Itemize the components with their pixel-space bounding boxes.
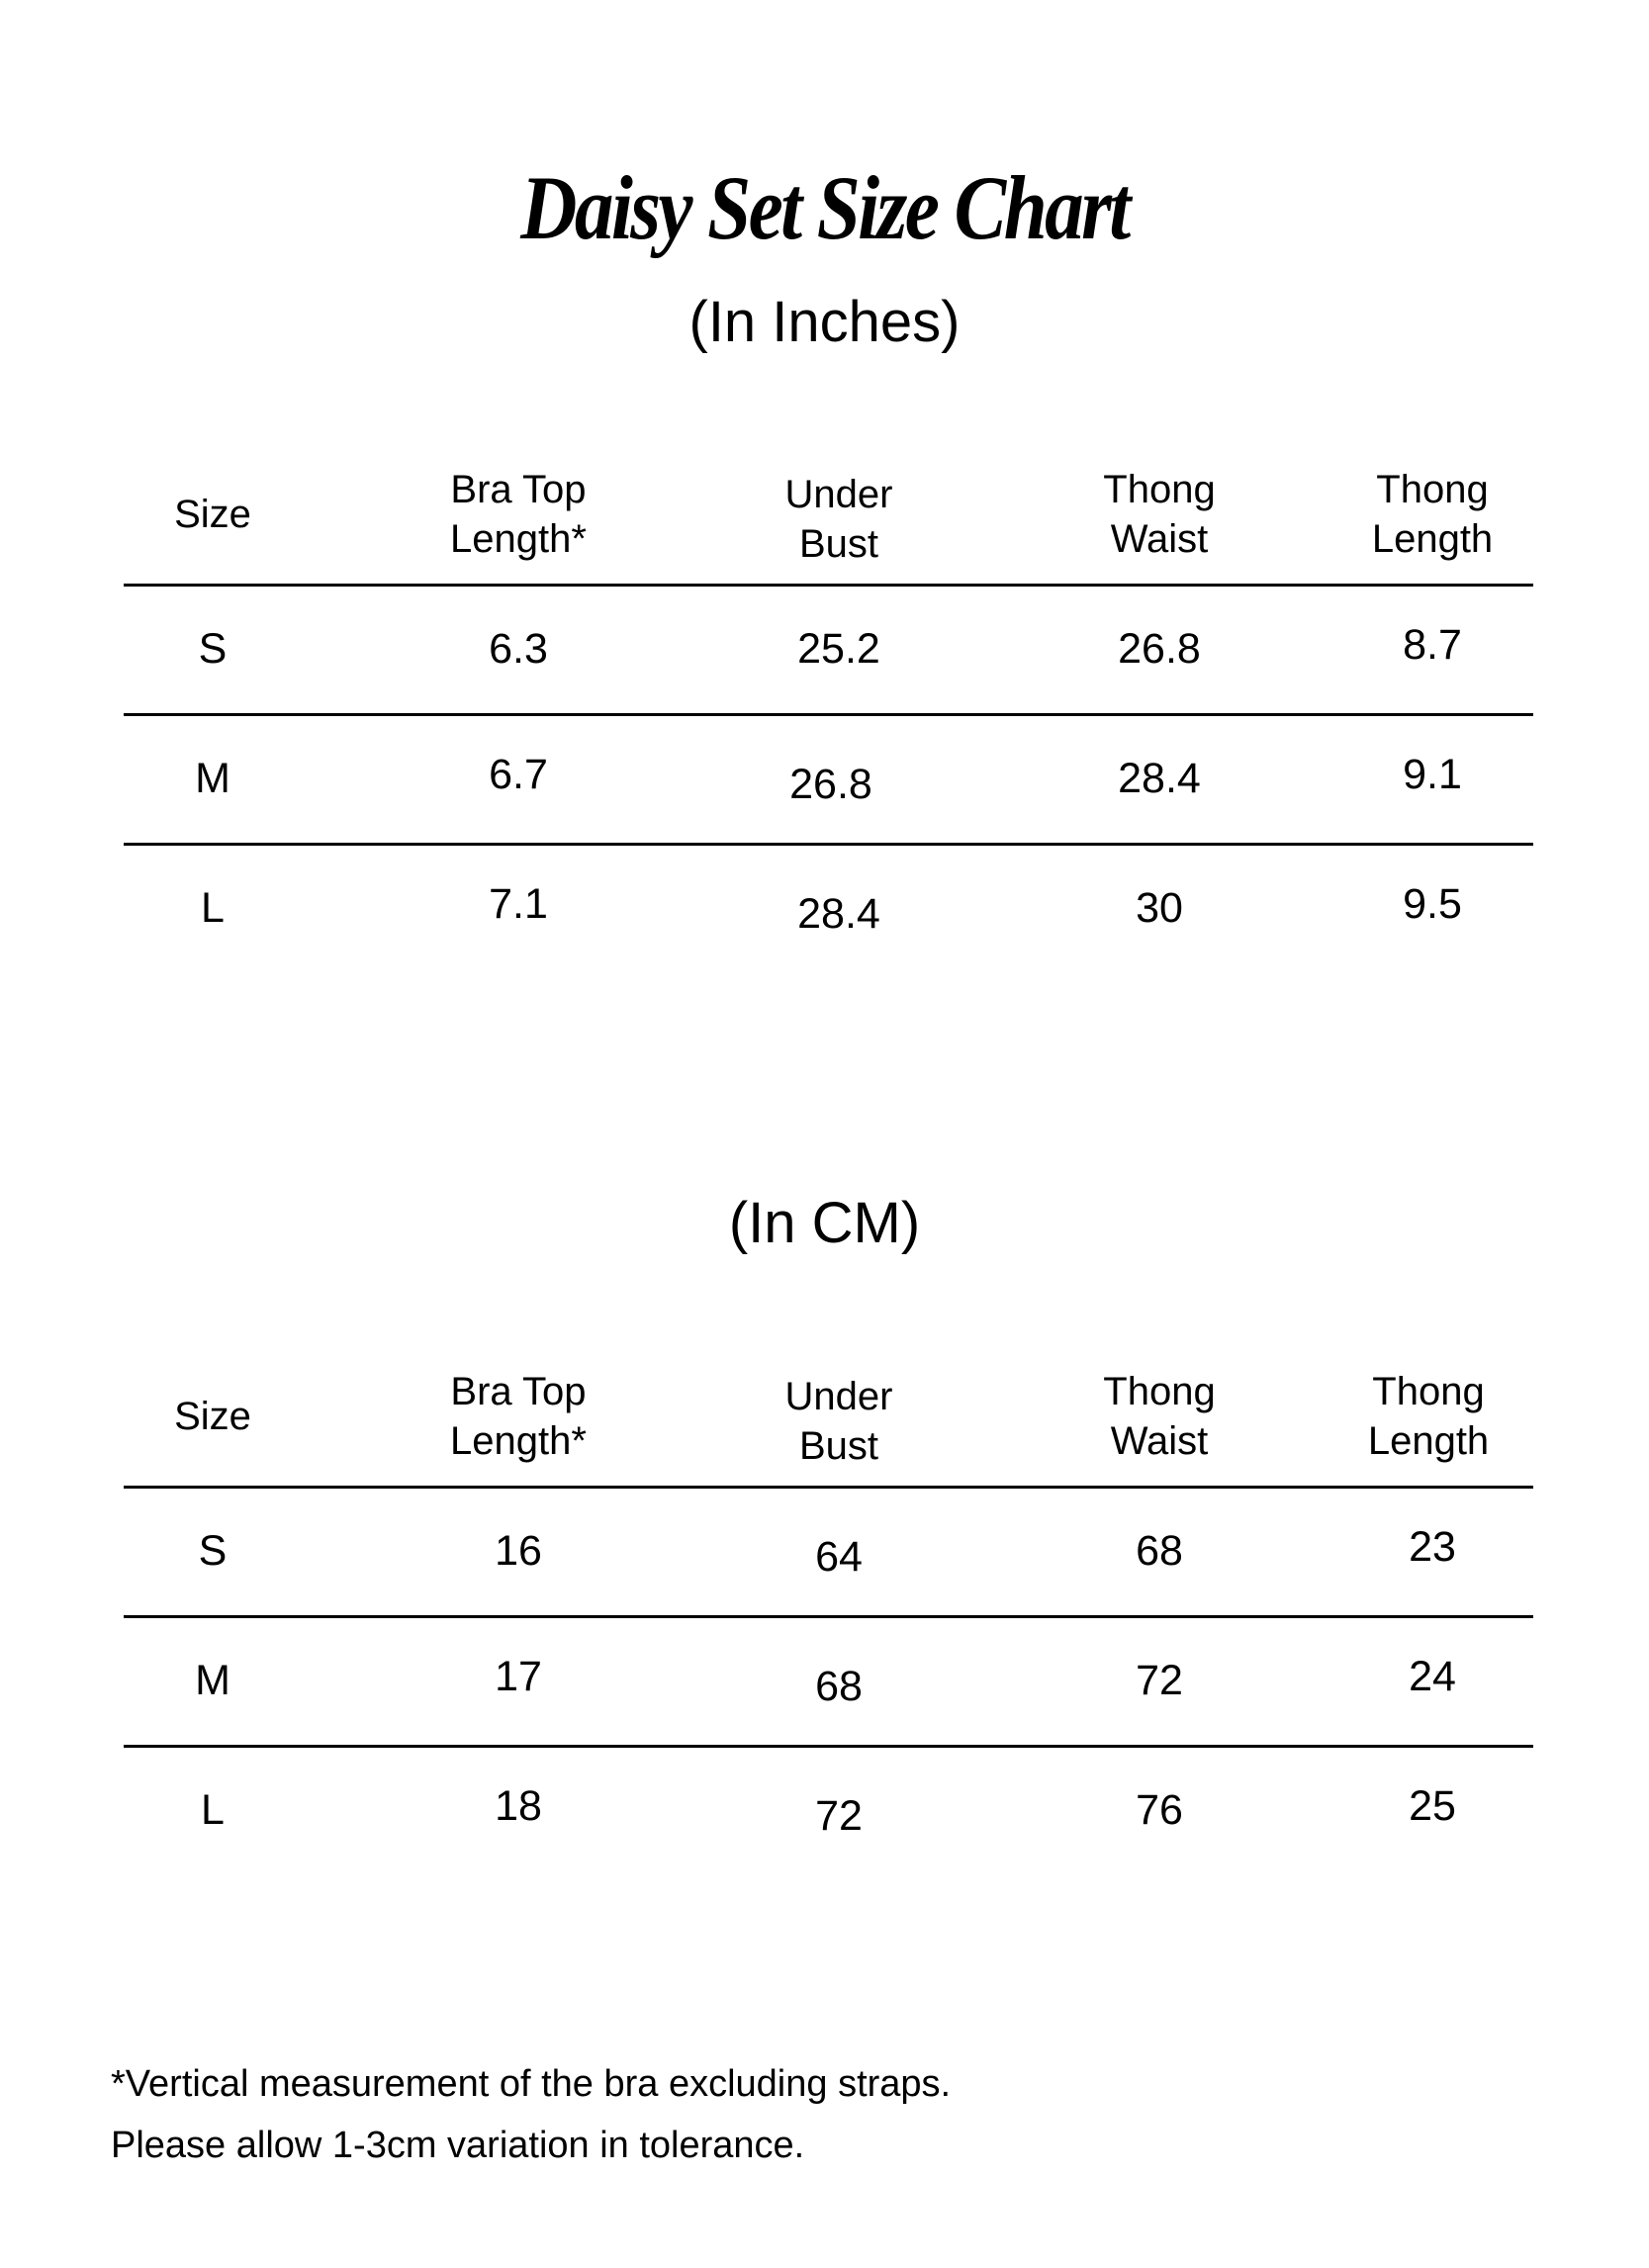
cell-thong-length: 9.1 — [1403, 751, 1462, 798]
header-label: Bust — [798, 1424, 879, 1468]
cell-thong-waist: 68 — [1136, 1527, 1183, 1575]
header-thong-waist — [1041, 1367, 1278, 1466]
header-label: Length — [1371, 517, 1494, 561]
header-label: Bust — [798, 522, 879, 566]
table-row-s — [124, 1489, 1533, 1618]
cell-under-bust: 28.4 — [797, 890, 880, 938]
header-label: Bra Top — [450, 468, 587, 511]
cell-under-bust: 68 — [815, 1663, 863, 1710]
header-thong-waist — [1041, 465, 1278, 564]
inches-section-heading: (In Inches) — [688, 290, 961, 354]
header-bra-top-length — [400, 1367, 637, 1466]
page-title: Daisy Set Size Chart — [520, 156, 1129, 258]
table-row-l — [124, 1748, 1533, 1874]
header-thong-length — [1314, 465, 1551, 564]
footnote-tolerance: Please allow 1-3cm variation in tolerance. — [111, 2125, 805, 2166]
header-under-bust — [720, 470, 958, 569]
cell-under-bust: 25.2 — [797, 625, 880, 673]
cell-bra-top-length: 17 — [495, 1653, 542, 1700]
table-header-row — [124, 1367, 1533, 1489]
header-label: Size — [174, 493, 251, 536]
cell-thong-length: 9.5 — [1403, 880, 1462, 928]
header-label: Waist — [1110, 517, 1209, 561]
cell-bra-top-length: 7.1 — [489, 880, 548, 928]
cell-thong-length: 23 — [1409, 1523, 1456, 1571]
cell-thong-waist: 26.8 — [1118, 625, 1201, 673]
cell-size: M — [195, 755, 230, 802]
cell-thong-waist: 76 — [1136, 1786, 1183, 1834]
cell-thong-length: 25 — [1409, 1782, 1456, 1830]
header-under-bust — [720, 1372, 958, 1471]
cell-thong-waist: 72 — [1136, 1657, 1183, 1704]
cell-bra-top-length: 6.7 — [489, 751, 548, 798]
cell-bra-top-length: 16 — [495, 1527, 542, 1575]
cell-size: S — [198, 625, 228, 673]
header-label: Under — [784, 1375, 893, 1418]
cell-thong-waist: 28.4 — [1118, 755, 1201, 802]
header-bra-top-length — [400, 465, 637, 564]
cell-thong-length: 8.7 — [1403, 621, 1462, 669]
cell-size: S — [198, 1527, 228, 1575]
header-size — [94, 1392, 331, 1441]
cell-size: M — [195, 1657, 230, 1704]
header-label: Thong — [1103, 1370, 1216, 1413]
cm-section-heading: (In CM) — [728, 1191, 921, 1255]
header-label: Length* — [450, 1419, 587, 1463]
cell-size: L — [201, 1786, 225, 1834]
header-size — [94, 490, 331, 539]
cell-under-bust: 64 — [815, 1533, 863, 1581]
header-label: Bra Top — [450, 1370, 587, 1413]
table-row-m — [124, 1618, 1533, 1748]
table-row-s — [124, 587, 1533, 716]
header-thong-length — [1310, 1367, 1547, 1466]
cell-thong-waist: 30 — [1136, 884, 1183, 932]
inches-size-table — [124, 465, 1533, 972]
header-label: Under — [784, 473, 893, 516]
header-label: Size — [174, 1395, 251, 1438]
cell-bra-top-length: 18 — [495, 1782, 542, 1830]
header-label: Length — [1367, 1419, 1490, 1463]
cell-under-bust: 72 — [815, 1792, 863, 1840]
cell-thong-length: 24 — [1409, 1653, 1456, 1700]
table-header-row — [124, 465, 1533, 587]
cell-under-bust: 26.8 — [789, 761, 872, 808]
footnotes — [111, 2053, 951, 2176]
header-label: Waist — [1110, 1419, 1209, 1463]
table-row-l — [124, 846, 1533, 972]
cm-size-table — [124, 1367, 1533, 1874]
footnote-bra-measurement: *Vertical measurement of the bra excluding straps. — [111, 2063, 952, 2105]
header-label: Thong — [1103, 468, 1216, 511]
table-row-m — [124, 716, 1533, 846]
header-label: Thong — [1376, 468, 1489, 511]
cell-bra-top-length: 6.3 — [489, 625, 548, 673]
header-label: Length* — [450, 517, 587, 561]
cell-size: L — [201, 884, 225, 932]
header-label: Thong — [1372, 1370, 1485, 1413]
